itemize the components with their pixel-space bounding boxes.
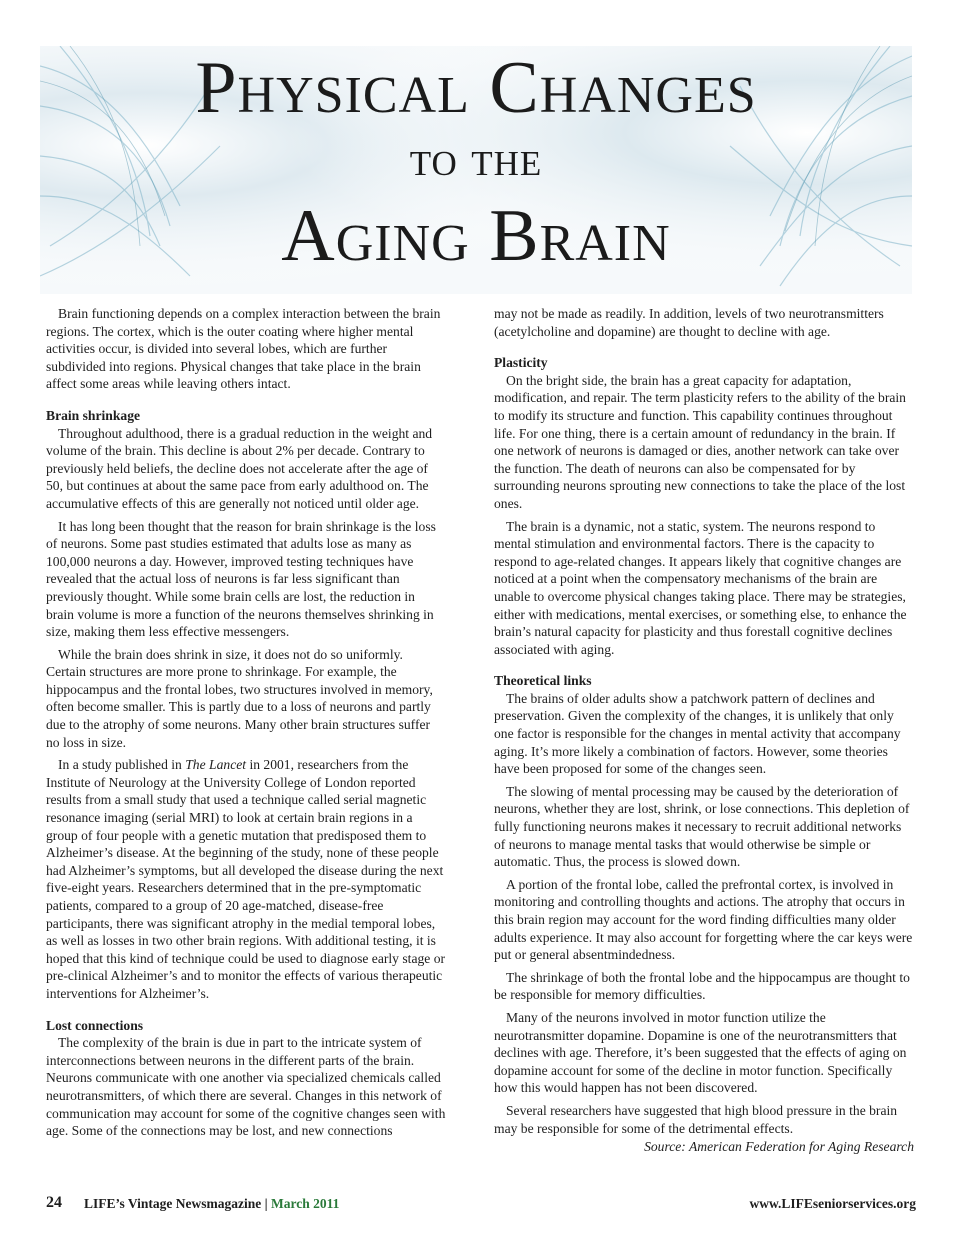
journal-name: The Lancet: [185, 757, 247, 773]
magazine-name: [84, 1196, 339, 1212]
section-heading-plasticity: Plasticity: [494, 355, 548, 371]
issue-date: March 2011: [270, 1196, 340, 1211]
paragraph: The complexity of the brain is due in part to the intricate system of interconnections between neurons in the different parts of the brain. Neurons communicate with one another via specialized chemicals called neurotransmitters, of which there are several. Changes in this network of communication may account for some of the cognitive changes seen with age. Some of the connections may be lost, and new connections: [46, 1035, 446, 1139]
magazine-title: LIFE’s Vintage Newsmagazine |: [84, 1196, 271, 1211]
continuation-paragraph: may not be made as readily. In addition, levels of two neurotransmitters (acetylcholine and dopamine) are thought to decline with age.: [494, 306, 884, 339]
intro-paragraph: Brain functioning depends on a complex interaction between the brain regions. The cortex, which is the outer coating where higher mental activities occur, is divided into several lobes, which are further subdivided into regions. Physical changes that take place in the brain affect some areas while leaving others intact.: [46, 306, 441, 392]
header-banner: [40, 46, 912, 294]
paragraph: On the bright side, the brain has a great capacity for adaptation, modification, and repair. The term plasticity refers to the ability of the brain to modify its structure and function. This capability continues throughout life. For one thing, there is a certain amount of redundancy in the brain. If one network of neurons is damaged or dies, another network can take over the function. The death of neurons can also be compensated for by surrounding neurons sprouting new connections to take the place of the lost ones.: [494, 372, 906, 511]
paragraph: Many of the neurons involved in motor function utilize the neurotransmitter dopamine. Dopamine is one of the neurotransmitters that declines with age. Therefore, it’s been suggested that the effects of aging on dopamine account for some of the decline in motor function. Specifically how this would happen has not been discovered.: [494, 1009, 907, 1096]
paragraph-lancet: [46, 756, 446, 1002]
title-line-1: Physical Changes: [195, 47, 757, 129]
title-line-2: to the: [409, 130, 543, 186]
title-line-3: Aging Brain: [281, 195, 671, 277]
page-footer: [46, 1196, 916, 1216]
left-column: [46, 305, 446, 1145]
source-credit: Source: American Federation for Aging Research: [644, 1139, 914, 1155]
paragraph: The brains of older adults show a patchwork pattern of declines and preservation. Given the complexity of the changes, it is unlikely that only one factor is responsible for the changes in mental activity that accompany aging. It’s more likely a combination of factors. However, some theories have been proposed for some of the changes seen.: [494, 690, 901, 777]
text-span: In a study published in: [58, 757, 186, 773]
paragraph: It has long been thought that the reason for brain shrinkage is the loss of neurons. Some past studies estimated that adults lose as many as 100,000 neurons a day. However, improved testing techniques have revealed that the actual loss of neurons is far less significant than previously thought. While some brain cells are lost, the reduction in brain volume is more a function of the neurons themselves shrinking in size, making them less effective messengers.: [46, 518, 436, 640]
section-heading-brain-shrinkage: Brain shrinkage: [46, 407, 141, 423]
website-link[interactable]: www.LIFEseniorservices.org: [749, 1196, 916, 1211]
paragraph: Several researchers have suggested that high blood pressure in the brain may be responsible for some of the detrimental effects.: [494, 1102, 898, 1136]
paragraph: Throughout adulthood, there is a gradual reduction in the weight and volume of the brain. This decline is about 2% per decade. Contrary to previously held beliefs, the decline does not accelerate after the age of 50, but continues at about the same pace from early adulthood on. The accumulative effects of this are generally not noticed until older age.: [46, 425, 433, 511]
paragraph: The shrinkage of both the frontal lobe and the hippocampus are thought to be responsible for memory difficulties.: [494, 969, 910, 1003]
section-heading-theoretical-links: Theoretical links: [494, 673, 592, 689]
page-number: 24: [46, 1194, 62, 1211]
section-heading-lost-connections: Lost connections: [46, 1017, 144, 1033]
paragraph: The brain is a dynamic, not a static, system. The neurons respond to mental stimulation and environmental factors. There is the capacity to respond to age-related changes. It appears likely that cognitive changes are noticed at a point when the compensatory mechanisms of the brain are unable to overcome physical changes taking place. There may be strategies, either with medications, mental exercises, or something else, to enhance the brain’s natural capacity for plasticity and thus forestall cognitive declines associated with aging.: [494, 518, 907, 657]
right-column: [494, 305, 914, 1156]
paragraph: While the brain does shrink in size, it does not do so uniformly. Certain structures are more prone to shrinkage. For example, the hippocampus and the frontal lobes, two structures involved in memory, often become smaller. This is partly due to a loss of neurons and partly due to the atrophy of some neurons. Many other brain structures suffer no loss in size.: [46, 646, 433, 750]
text-span: in 2001, researchers from the Institute of Neurology at the University College of London reported results from a small study that used a technique called serial magnetic resonance imaging (serial MRI) to look at certain brain regions in a group of four people with a genetic mutation that predisposed them to Alzheimer’s disease. At the beginning of the study, none of these people had Alzheimer’s symptoms, but all developed the disease during the next five-eight years. Researchers determined that in the pre-symptomatic patients, compared to a group of 20 age-matched, disease-free participants, there was significant atrophy in the medial temporal lobes, as well as losses in two other brain regions. With additional testing, it is hoped that this kind of technique could be used to diagnose early stage or pre-clinical Alzheimer’s and to monitor the effects of various therapeutic interventions for Alzheimer’s.: [46, 757, 446, 1001]
paragraph: A portion of the frontal lobe, called the prefrontal cortex, is involved in monitoring and controlling thoughts and actions. The atrophy that occurs in this brain region may account for the word finding difficulties many older adults experience. It may also account for forgetting where the car keys were put or general absentmindedness.: [494, 876, 913, 963]
paragraph: The slowing of mental processing may be caused by the deterioration of neurons, whether they are lost, shrink, or lose connections. This depletion of fully functioning neurons makes it necessary to recruit additional networks of neurons to manage mental tasks that would otherwise be simple or automatic. Thus, the process is slowed down.: [494, 783, 910, 870]
